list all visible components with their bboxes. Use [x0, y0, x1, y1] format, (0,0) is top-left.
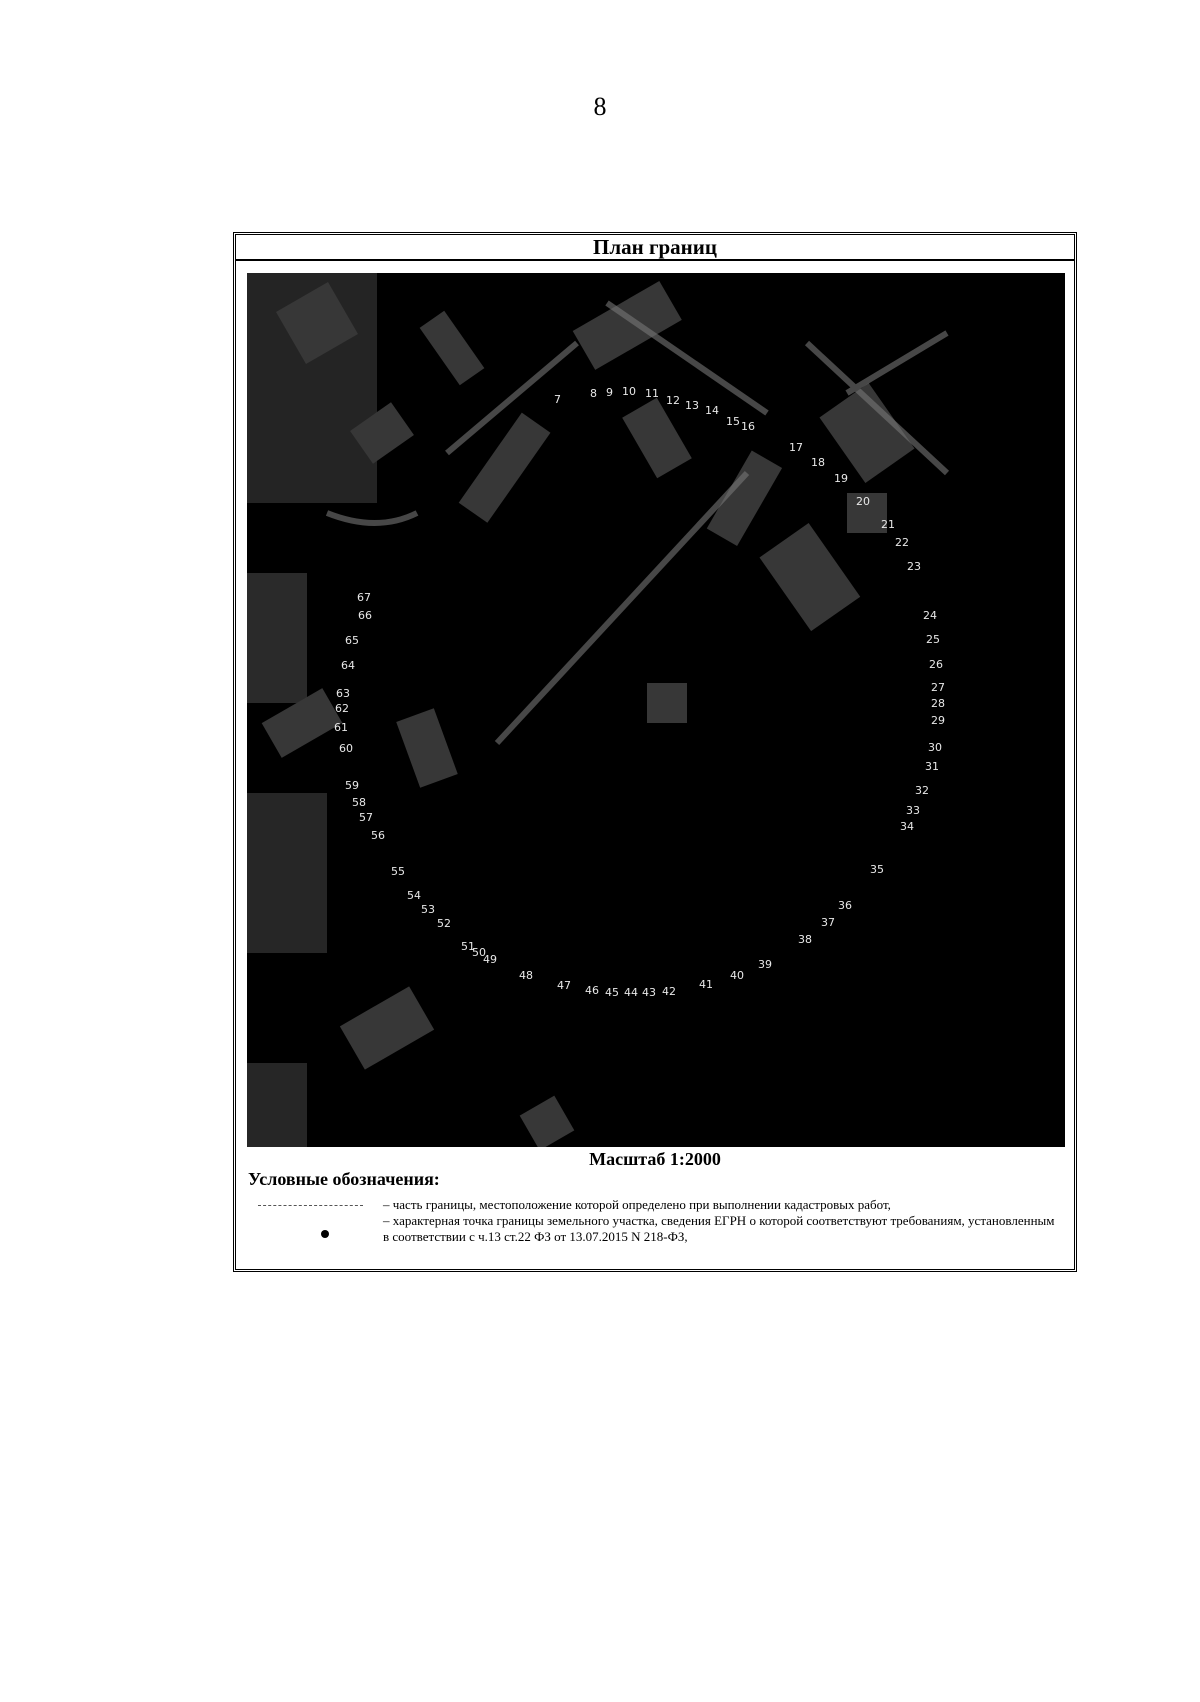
point-label: 53 [421, 903, 435, 916]
point-label: 55 [391, 865, 405, 878]
point-label: 48 [519, 969, 533, 982]
point-label: 13 [685, 399, 699, 412]
dashed-line-icon [248, 1197, 373, 1213]
point-label: 22 [895, 536, 909, 549]
map-canvas [247, 273, 1065, 1147]
point-label: 14 [705, 404, 719, 417]
point-label: 30 [928, 741, 942, 754]
point-label: 58 [352, 796, 366, 809]
point-label: 46 [585, 984, 599, 997]
point-label: 36 [838, 899, 852, 912]
point-label: 24 [923, 609, 937, 622]
point-label: 17 [789, 441, 803, 454]
point-label: 15 [726, 415, 740, 428]
point-label: 38 [798, 933, 812, 946]
plan-title: План границ [236, 235, 1074, 261]
point-label: 45 [605, 986, 619, 999]
point-label: 50 [472, 946, 486, 959]
point-label: 16 [741, 420, 755, 433]
point-label: 27 [931, 681, 945, 694]
point-label: 63 [336, 687, 350, 700]
point-label: 47 [557, 979, 571, 992]
legend-text: – характерная точка границы земельного участка, сведения ЕГРН о которой соответствуют требованиям, установленным в соответствии с ч.13 ст.22 ФЗ от 13.07.2015 N 218-ФЗ, [383, 1213, 1055, 1244]
point-label: 9 [606, 386, 613, 399]
point-label: 34 [900, 820, 914, 833]
point-label: 62 [335, 702, 349, 715]
point-label: 21 [881, 518, 895, 531]
point-label: 20 [856, 495, 870, 508]
point-label: 28 [931, 697, 945, 710]
point-label: 32 [915, 784, 929, 797]
point-label: 31 [925, 760, 939, 773]
point-label: 26 [929, 658, 943, 671]
point-label: 40 [730, 969, 744, 982]
point-label: 56 [371, 829, 385, 842]
point-label: 8 [590, 387, 597, 400]
point-label: 11 [645, 387, 659, 400]
boundary-plan-frame [233, 232, 1077, 1272]
point-label: 39 [758, 958, 772, 971]
point-label: 37 [821, 916, 835, 929]
point-label: 61 [334, 721, 348, 734]
point-label: 42 [662, 985, 676, 998]
point-label: 49 [483, 953, 497, 966]
point-label: 12 [666, 394, 680, 407]
point-label: 64 [341, 659, 355, 672]
point-label: 19 [834, 472, 848, 485]
point-label: 29 [931, 714, 945, 727]
map-scale: Масштаб 1:2000 [589, 1149, 721, 1169]
point-label: 52 [437, 917, 451, 930]
legend-text: – часть границы, местоположение которой определено при выполнении кадастровых работ, [383, 1197, 891, 1212]
point-label: 59 [345, 779, 359, 792]
point-label: 67 [357, 591, 371, 604]
point-label: 33 [906, 804, 920, 817]
point-label: 18 [811, 456, 825, 469]
point-label: 65 [345, 634, 359, 647]
point-label: 10 [622, 385, 636, 398]
point-label: 35 [870, 863, 884, 876]
satellite-map [247, 273, 1065, 1147]
legend-title: Условные обозначения: [248, 1169, 440, 1189]
point-label: 44 [624, 986, 638, 999]
point-label: 60 [339, 742, 353, 755]
point-label: 7 [554, 393, 561, 406]
point-label: 51 [461, 940, 475, 953]
point-label: 41 [699, 978, 713, 991]
point-label: 57 [359, 811, 373, 824]
point-label: 54 [407, 889, 421, 902]
point-label: 43 [642, 986, 656, 999]
page-number: 8 [593, 92, 607, 121]
point-label: 66 [358, 609, 372, 622]
point-label: 23 [907, 560, 921, 573]
black-dot-icon [248, 1213, 373, 1229]
point-label: 25 [926, 633, 940, 646]
